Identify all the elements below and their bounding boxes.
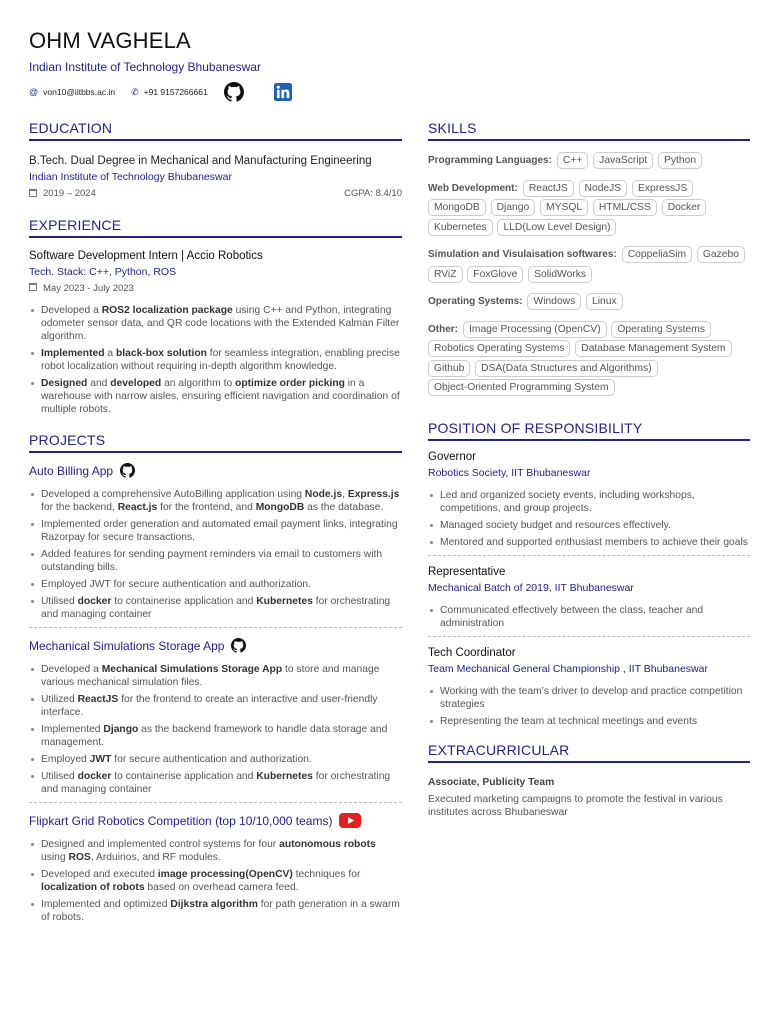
project-title[interactable] bbox=[29, 638, 402, 653]
bullet-bold-text: ROS2 localization package bbox=[101, 305, 233, 316]
skills-heading: SKILLS bbox=[428, 120, 750, 141]
job-role: Software Development Intern | Accio Robotics bbox=[29, 250, 263, 262]
project-divider bbox=[29, 627, 402, 628]
github-icon[interactable] bbox=[224, 82, 244, 102]
github-icon[interactable] bbox=[116, 463, 135, 478]
bullet-bold-text: docker bbox=[77, 771, 112, 782]
skill-group bbox=[428, 245, 750, 284]
experience-bullet bbox=[41, 347, 402, 373]
responsibility-role: Representative bbox=[428, 565, 506, 578]
skill-chip: Object-Oriented Programming System bbox=[428, 379, 615, 396]
bullet-text: for secure authentication and authorization. bbox=[111, 754, 312, 765]
bullet-text: Developed a comprehensive AutoBilling application using bbox=[41, 489, 305, 500]
bullet-bold-text: React.js bbox=[117, 502, 158, 513]
github-icon[interactable] bbox=[227, 638, 246, 653]
skill-group bbox=[428, 179, 750, 238]
project-bullet bbox=[41, 868, 402, 894]
bullet-text: Utilised bbox=[41, 771, 78, 782]
responsibility-bullet: Mentored and supported enthusiast members to achieve their goals bbox=[440, 536, 750, 549]
skill-chip: CoppeliaSim bbox=[622, 246, 692, 263]
responsibility-role: Governor bbox=[428, 450, 476, 463]
responsibility-bullet: Working with the team’s driver to develop and practice competition strategies bbox=[440, 685, 750, 711]
responsibility-bullets bbox=[428, 489, 750, 549]
skill-chip: HTML/CSS bbox=[593, 199, 657, 216]
email-contact[interactable] bbox=[29, 87, 115, 97]
left-column bbox=[29, 120, 402, 928]
bullet-bold-text: ROS bbox=[68, 852, 91, 863]
skills-list bbox=[428, 151, 750, 398]
bullet-bold-text: ReactJS bbox=[77, 694, 119, 705]
bullet-bold-text: Dijkstra algorithm bbox=[170, 899, 258, 910]
project-bullet bbox=[41, 488, 402, 514]
skill-chip: MongoDB bbox=[428, 199, 486, 216]
bullet-text: as the backend framework to handle data storage and management. bbox=[41, 724, 388, 748]
degree: B.Tech. Dual Degree in Mechanical and Manufacturing Engineering bbox=[29, 155, 372, 167]
education-dates bbox=[29, 188, 96, 199]
skill-chip: DSA(Data Structures and Algorithms) bbox=[475, 360, 658, 377]
project-bullet bbox=[41, 770, 402, 796]
project-bullets bbox=[29, 663, 402, 796]
bullet-bold-text: localization of robots bbox=[41, 882, 145, 893]
bullet-bold-text: Designed bbox=[41, 378, 88, 389]
responsibility-heading: POSITION OF RESPONSIBILITY bbox=[428, 420, 750, 441]
education-meta bbox=[29, 188, 402, 199]
skill-chip: ReactJS bbox=[523, 180, 574, 197]
bullet-bold-text: Express.js bbox=[347, 489, 400, 500]
bullet-text: for the backend, bbox=[41, 502, 118, 513]
bullet-text: to store and manage various mechanical simulation files. bbox=[41, 664, 380, 688]
skill-group-label: Operating Systems: bbox=[428, 296, 523, 307]
bullet-text: for orchestrating and managing container bbox=[41, 771, 391, 795]
responsibility-bullet: Managed society budget and resources effectively. bbox=[440, 519, 750, 532]
experience-bullet bbox=[41, 304, 402, 343]
responsibility-bullets bbox=[428, 604, 750, 630]
bullet-bold-text: Kubernetes bbox=[256, 771, 313, 782]
bullet-text: for the frontend to create an interactive and user-friendly interface. bbox=[41, 694, 378, 718]
experience-bullets bbox=[29, 304, 402, 416]
project-bullet bbox=[41, 663, 402, 689]
bullet-text: Employed bbox=[41, 754, 90, 765]
skill-group-label: Programming Languages: bbox=[428, 155, 552, 166]
bullet-text: a bbox=[104, 348, 116, 359]
project-bullet bbox=[41, 723, 402, 749]
bullet-bold-text: docker bbox=[77, 596, 112, 607]
project-name[interactable]: Auto Billing App bbox=[29, 463, 114, 478]
bullet-text: and bbox=[87, 378, 111, 389]
calendar-icon bbox=[29, 189, 37, 197]
skill-chip: Operating Systems bbox=[611, 321, 711, 338]
extracurricular-role: Associate, Publicity Team bbox=[428, 776, 555, 788]
skill-chip: Windows bbox=[527, 293, 581, 310]
responsibility-role: Tech Coordinator bbox=[428, 646, 516, 659]
bullet-text: for seamless integration, enabling precise robot localization without requiring in-depth algorithm knowledge. bbox=[41, 348, 400, 372]
bullet-text: Implemented and optimized bbox=[41, 899, 171, 910]
project-bullet bbox=[41, 578, 402, 591]
bullet-text: for orchestrating and managing container bbox=[41, 596, 391, 620]
education-section bbox=[29, 120, 402, 199]
skill-chip: Robotics Operating Systems bbox=[428, 340, 570, 357]
education-dates-text: 2019 – 2024 bbox=[43, 188, 96, 199]
project-bullet bbox=[41, 898, 402, 924]
skill-chip: JavaScript bbox=[593, 152, 653, 169]
bullet-text: Developed and executed bbox=[41, 869, 158, 880]
bullet-text: Designed and implemented control systems for four bbox=[41, 839, 280, 850]
bullet-text: based on overhead camera feed. bbox=[144, 882, 299, 893]
bullet-text: , Arduinos, and RF modules. bbox=[90, 852, 221, 863]
skill-chip: Github bbox=[428, 360, 470, 377]
bullet-text: Utilized bbox=[41, 694, 78, 705]
project-bullet bbox=[41, 595, 402, 621]
bullet-bold-text: Implemented bbox=[41, 348, 105, 359]
skills-section bbox=[428, 120, 750, 398]
youtube-icon[interactable] bbox=[335, 813, 361, 828]
tech-stack: Tech. Stack: C++, Python, ROS bbox=[29, 266, 177, 278]
bullet-text: Implemented order generation and automated email payment links, integrating Razorpay for secure transactions. bbox=[41, 519, 398, 543]
skill-chip: Kubernetes bbox=[428, 219, 493, 236]
at-icon: @ bbox=[29, 87, 39, 97]
skill-group bbox=[428, 151, 750, 171]
project-bullet bbox=[41, 518, 402, 544]
linkedin-icon[interactable] bbox=[274, 83, 292, 101]
bullet-text: an algorithm to bbox=[161, 378, 236, 389]
skill-chip: LLD(Low Level Design) bbox=[497, 219, 616, 236]
experience-section bbox=[29, 217, 402, 416]
skill-group-label: Simulation and Visulaisation softwares: bbox=[428, 249, 617, 260]
phone-icon: ✆ bbox=[131, 86, 139, 97]
skill-chip: SolidWorks bbox=[528, 266, 592, 283]
skill-group-label: Web Development: bbox=[428, 182, 518, 194]
bullet-bold-text: Mechanical Simulations Storage App bbox=[101, 664, 283, 675]
bullet-text: , bbox=[342, 489, 348, 500]
bullet-text: Utilised bbox=[41, 596, 78, 607]
skill-group-label: Other: bbox=[428, 323, 458, 335]
bullet-bold-text: autonomous robots bbox=[279, 839, 376, 850]
bullet-text: for the frontend, and bbox=[157, 502, 256, 513]
project-title[interactable] bbox=[29, 463, 402, 478]
skill-chip: Django bbox=[491, 199, 536, 216]
responsibility-list bbox=[428, 451, 750, 728]
experience-dates bbox=[29, 283, 402, 294]
skill-chip: Linux bbox=[586, 293, 623, 310]
responsibility-org: Team Mechanical General Championship , IIT Bhubaneswar bbox=[428, 662, 708, 675]
responsibility-bullet: Led and organized society events, including workshops, competitions, and group projects. bbox=[440, 489, 750, 515]
cgpa: CGPA: 8.4/10 bbox=[344, 188, 402, 199]
skill-group bbox=[428, 292, 750, 312]
bullet-text: to containerise application and bbox=[111, 771, 257, 782]
bullet-bold-text: optimize order picking bbox=[235, 378, 345, 389]
bullet-text: Employed JWT for secure authentication and authorization. bbox=[41, 579, 311, 590]
project-bullet bbox=[41, 838, 402, 864]
phone-text: +91 9157266661 bbox=[143, 87, 208, 97]
education-institute: Indian Institute of Technology Bhubaneswar bbox=[29, 171, 232, 183]
skill-chip: Python bbox=[658, 152, 702, 169]
projects-heading: PROJECTS bbox=[29, 432, 402, 453]
bullet-bold-text: MongoDB bbox=[255, 502, 305, 513]
skill-chip: NodeJS bbox=[579, 180, 628, 197]
contact-bar bbox=[29, 82, 292, 102]
project-divider bbox=[29, 802, 402, 803]
responsibility-divider bbox=[428, 555, 750, 556]
bullet-bold-text: black-box solution bbox=[115, 348, 207, 359]
project-bullet bbox=[41, 753, 402, 766]
bullet-text: as the database. bbox=[304, 502, 384, 513]
skill-chip: Gazebo bbox=[697, 246, 745, 263]
bullet-text: for path generation in a swarm of robots. bbox=[41, 899, 400, 923]
skill-chip: C++ bbox=[557, 152, 588, 169]
header-institute: Indian Institute of Technology Bhubaneswar bbox=[29, 60, 261, 74]
responsibility-bullet: Communicated effectively between the class, teacher and administration bbox=[440, 604, 750, 630]
bullet-text: using C++ and Python, integrating odometer sensor data, and QR code locations with the Extended Kalman Filter algorithm. bbox=[41, 305, 400, 342]
bullet-bold-text: image processing(OpenCV) bbox=[157, 869, 293, 880]
bullet-text: Implemented bbox=[41, 724, 104, 735]
skill-chip: FoxGlove bbox=[467, 266, 523, 283]
bullet-bold-text: Kubernetes bbox=[256, 596, 313, 607]
projects-section bbox=[29, 432, 402, 924]
bullet-bold-text: developed bbox=[110, 378, 162, 389]
bullet-text: in a warehouse with narrow aisles, ensuring efficient navigation and coordination of multiple robots. bbox=[41, 378, 400, 415]
experience-bullet bbox=[41, 377, 402, 416]
right-column bbox=[428, 120, 750, 819]
project-name[interactable]: Flipkart Grid Robotics Competition (top 10/10,000 teams) bbox=[29, 813, 333, 828]
email-text: von10@iitbbs.ac.in bbox=[43, 87, 116, 97]
project-bullet bbox=[41, 548, 402, 574]
skill-chip: Database Management System bbox=[575, 340, 731, 357]
project-title[interactable] bbox=[29, 813, 402, 828]
bullet-text: techniques for bbox=[292, 869, 361, 880]
project-bullet bbox=[41, 693, 402, 719]
project-bullets bbox=[29, 838, 402, 924]
candidate-name: OHM VAGHELA bbox=[29, 28, 191, 53]
phone-contact[interactable] bbox=[131, 87, 208, 98]
bullet-text: to containerise application and bbox=[111, 596, 257, 607]
projects-list bbox=[29, 463, 402, 924]
bullet-bold-text: JWT bbox=[89, 754, 112, 765]
bullet-bold-text: Django bbox=[103, 724, 139, 735]
bullet-text: using bbox=[41, 852, 69, 863]
experience-heading: EXPERIENCE bbox=[29, 217, 402, 238]
skill-chip: RViZ bbox=[428, 266, 463, 283]
bullet-bold-text: Node.js bbox=[304, 489, 343, 500]
extracurricular-description: Executed marketing campaigns to promote the festival in various institutes across Bhubaneswar bbox=[428, 793, 723, 818]
bullet-text: Developed a bbox=[41, 305, 102, 316]
responsibility-org: Robotics Society, IIT Bhubaneswar bbox=[428, 466, 591, 479]
education-heading: EDUCATION bbox=[29, 120, 402, 141]
calendar-icon bbox=[29, 283, 37, 291]
skill-chip: Docker bbox=[662, 199, 707, 216]
skill-chip: ExpressJS bbox=[632, 180, 693, 197]
responsibility-divider bbox=[428, 636, 750, 637]
bullet-text: Developed a bbox=[41, 664, 102, 675]
skill-chip: MYSQL bbox=[540, 199, 588, 216]
responsibility-bullet: Representing the team at technical meetings and events bbox=[440, 715, 750, 728]
responsibility-org: Mechanical Batch of 2019, IIT Bhubaneswar bbox=[428, 581, 634, 594]
responsibility-section bbox=[428, 420, 750, 728]
project-bullets bbox=[29, 488, 402, 621]
extracurricular-section bbox=[428, 742, 750, 819]
bullet-text: Added features for sending payment reminders via email to customers with outstanding bills. bbox=[41, 549, 383, 573]
experience-dates-text: May 2023 - July 2023 bbox=[43, 283, 134, 294]
skill-chip: Image Processing (OpenCV) bbox=[463, 321, 607, 338]
responsibility-bullets bbox=[428, 685, 750, 728]
skill-group bbox=[428, 320, 750, 398]
project-name[interactable]: Mechanical Simulations Storage App bbox=[29, 638, 225, 653]
extracurricular-heading: EXTRACURRICULAR bbox=[428, 742, 750, 763]
